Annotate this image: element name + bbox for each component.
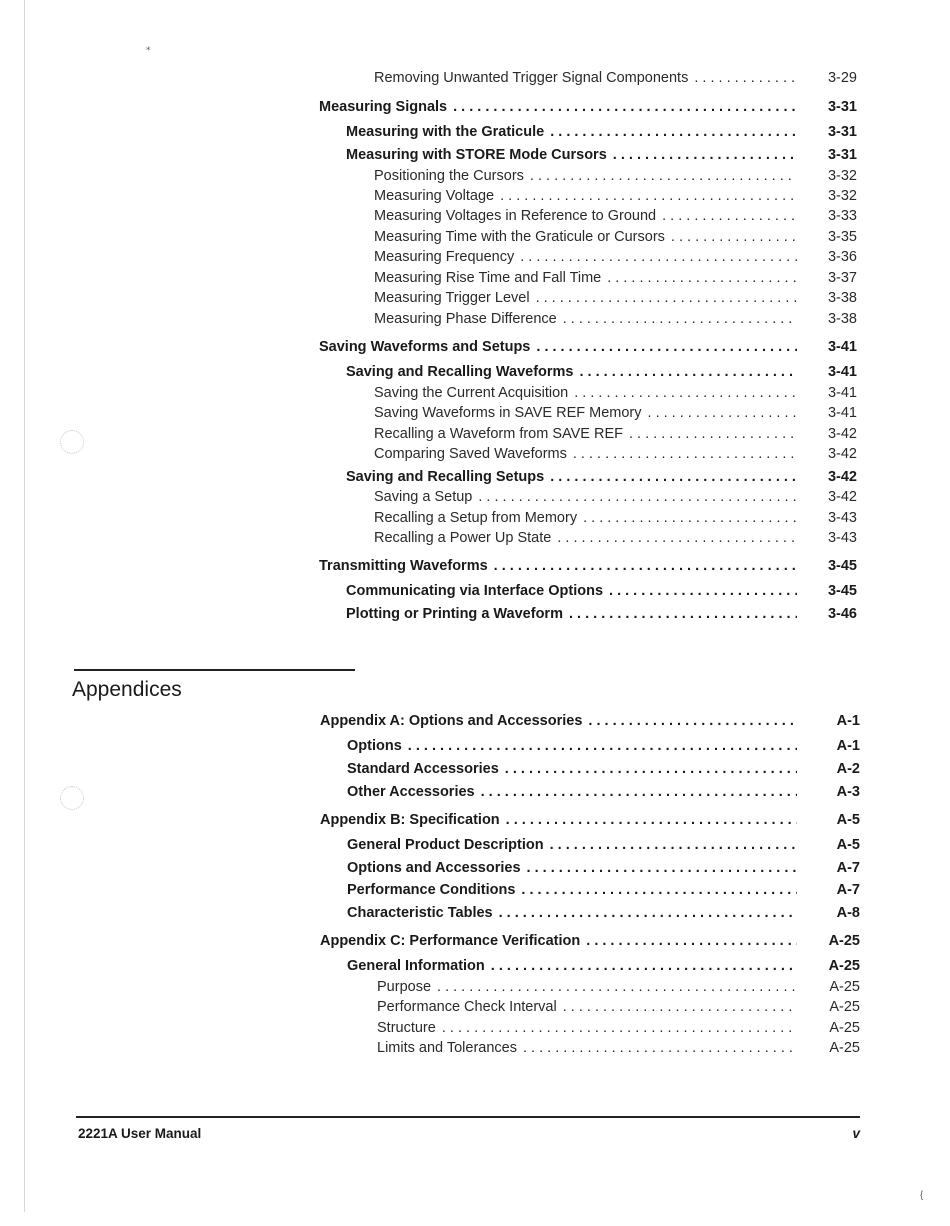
- toc-entry-title: Positioning the Cursors: [374, 168, 524, 184]
- toc-entry-row: [0, 933, 950, 953]
- toc-entry-row: [0, 530, 950, 550]
- toc-entry: [346, 147, 797, 163]
- toc-dot-leader: [478, 489, 797, 505]
- toc-page-number: 3-42: [827, 469, 857, 485]
- toc-entry-row: [0, 812, 950, 832]
- toc-entry-title: Performance Check Interval: [377, 999, 557, 1015]
- toc-entry-title: Saving Waveforms in SAVE REF Memory: [374, 405, 642, 421]
- toc-entry: [374, 270, 797, 286]
- toc-entry-title: Appendix A: Options and Accessories: [320, 713, 583, 729]
- toc-dot-leader: [583, 510, 797, 526]
- toc-page-number: A-25: [828, 958, 860, 974]
- toc-entry-title: Purpose: [377, 979, 432, 995]
- toc-entry: [374, 405, 797, 421]
- toc-entry: [347, 958, 797, 974]
- toc-dot-leader: [494, 558, 797, 574]
- appendices-heading: Appendices: [72, 678, 182, 701]
- scan-corner-mark: {: [920, 1190, 924, 1201]
- toc-page-number: 3-38: [827, 311, 857, 327]
- toc-dot-leader: [550, 124, 797, 140]
- toc-dot-leader: [437, 979, 797, 995]
- toc-entry-row: [0, 510, 950, 530]
- toc-dot-leader: [491, 958, 797, 974]
- toc-entry-title: Measuring Signals: [319, 99, 448, 115]
- toc-entry-row: [0, 837, 950, 857]
- toc-entry-row: [0, 311, 950, 331]
- toc-dot-leader: [530, 168, 797, 184]
- toc-entry-title: Measuring Voltage: [374, 188, 495, 204]
- toc-dot-leader: [563, 999, 797, 1015]
- toc-entry-row: [0, 446, 950, 466]
- toc-dot-leader: [569, 606, 797, 622]
- toc-entry: [374, 489, 797, 505]
- toc-page-number: 3-32: [827, 188, 857, 204]
- toc-entry: [320, 812, 797, 828]
- toc-entry-title: Recalling a Power Up State: [374, 530, 552, 546]
- toc-page-number: A-3: [836, 784, 860, 800]
- toc-dot-leader: [481, 784, 797, 800]
- toc-dot-leader: [694, 70, 797, 86]
- toc-dot-leader: [574, 385, 797, 401]
- toc-page-number: 3-37: [827, 270, 857, 286]
- toc-entry-row: [0, 999, 950, 1019]
- toc-entry: [319, 99, 797, 115]
- toc-entry-row: [0, 761, 950, 781]
- toc-entry-title: Saving Waveforms and Setups: [319, 339, 531, 355]
- toc-entry: [347, 738, 797, 754]
- toc-entry-title: Measuring Frequency: [374, 249, 515, 265]
- toc-page-number: 3-31: [827, 124, 857, 140]
- toc-entry: [374, 385, 797, 401]
- toc-entry-row: [0, 905, 950, 925]
- toc-entry: [347, 882, 797, 898]
- toc-page-number: 3-33: [827, 208, 857, 224]
- toc-entry-title: Performance Conditions: [347, 882, 516, 898]
- toc-entry: [347, 784, 797, 800]
- toc-dot-leader: [586, 933, 797, 949]
- toc-page-number: A-25: [829, 1020, 860, 1036]
- toc-entry-row: [0, 147, 950, 167]
- toc-entry-row: [0, 339, 950, 359]
- toc-dot-leader: [408, 738, 797, 754]
- toc-entry: [346, 469, 797, 485]
- toc-entry-title: Other Accessories: [347, 784, 475, 800]
- toc-dot-leader: [573, 446, 797, 462]
- toc-entry-row: [0, 784, 950, 804]
- toc-page-number: 3-43: [827, 510, 857, 526]
- toc-entry: [346, 364, 797, 380]
- toc-entry-title: Measuring with STORE Mode Cursors: [346, 147, 607, 163]
- toc-dot-leader: [607, 270, 797, 286]
- toc-page-number: 3-29: [827, 70, 857, 86]
- toc-entry-title: Standard Accessories: [347, 761, 499, 777]
- toc-dot-leader: [550, 469, 797, 485]
- toc-entry-row: [0, 99, 950, 119]
- toc-entry: [374, 188, 797, 204]
- toc-page-number: A-5: [836, 812, 860, 828]
- toc-page-number: A-1: [836, 713, 860, 729]
- toc-entry: [319, 558, 797, 574]
- toc-entry-title: Characteristic Tables: [347, 905, 493, 921]
- toc-entry-title: Structure: [377, 1020, 436, 1036]
- toc-dot-leader: [588, 713, 797, 729]
- toc-page-number: 3-41: [827, 385, 857, 401]
- toc-entry: [320, 713, 797, 729]
- toc-entry-row: [0, 168, 950, 188]
- toc-page-number: 3-31: [827, 147, 857, 163]
- toc-page-number: 3-45: [827, 558, 857, 574]
- toc-dot-leader: [505, 761, 797, 777]
- toc-entry-title: Saving a Setup: [374, 489, 473, 505]
- toc-dot-leader: [609, 583, 797, 599]
- toc-dot-leader: [453, 99, 797, 115]
- toc-entry-title: General Information: [347, 958, 485, 974]
- toc-entry-row: [0, 979, 950, 999]
- toc-page-number: 3-45: [827, 583, 857, 599]
- toc-page-number: 3-35: [827, 229, 857, 245]
- toc-entry-row: [0, 405, 950, 425]
- toc-entry-row: [0, 229, 950, 249]
- toc-entry: [374, 70, 797, 86]
- toc-entry: [374, 249, 797, 265]
- toc-page-number: A-1: [836, 738, 860, 754]
- toc-entry-row: [0, 70, 950, 90]
- toc-dot-leader: [536, 290, 797, 306]
- toc-entry-title: Measuring Time with the Graticule or Cursors: [374, 229, 665, 245]
- toc-entry: [346, 606, 797, 622]
- toc-entry-title: Appendix C: Performance Verification: [320, 933, 581, 949]
- toc-dot-leader: [536, 339, 797, 355]
- toc-dot-leader: [500, 188, 797, 204]
- toc-page-number: 3-41: [827, 405, 857, 421]
- toc-entry-title: Removing Unwanted Trigger Signal Components: [374, 70, 689, 86]
- toc-dot-leader: [671, 229, 797, 245]
- toc-entry: [320, 933, 797, 949]
- toc-entry-row: [0, 583, 950, 603]
- toc-entry: [374, 311, 797, 327]
- toc-entry-row: [0, 385, 950, 405]
- toc-page-number: A-7: [836, 860, 860, 876]
- toc-entry: [347, 905, 797, 921]
- footer-rule: [76, 1116, 860, 1118]
- toc-page-number: A-7: [836, 882, 860, 898]
- toc-entry: [377, 979, 797, 995]
- section-rule: [74, 669, 355, 671]
- toc-dot-leader: [662, 208, 797, 224]
- toc-dot-leader: [580, 364, 798, 380]
- toc-entry-row: [0, 290, 950, 310]
- toc-entry-title: Appendix B: Specification: [320, 812, 500, 828]
- toc-entry-row: [0, 882, 950, 902]
- toc-dot-leader: [521, 882, 797, 898]
- toc-page-number: 3-41: [827, 364, 857, 380]
- toc-entry-row: [0, 958, 950, 978]
- toc-page-number: 3-41: [827, 339, 857, 355]
- toc-entry-row: [0, 1020, 950, 1040]
- toc-dot-leader: [527, 860, 797, 876]
- toc-entry: [347, 761, 797, 777]
- toc-page-number: 3-31: [827, 99, 857, 115]
- toc-entry: [374, 168, 797, 184]
- toc-page-number: 3-46: [827, 606, 857, 622]
- toc-entry-title: Transmitting Waveforms: [319, 558, 488, 574]
- toc-dot-leader: [648, 405, 797, 421]
- toc-entry: [347, 837, 797, 853]
- toc-entry-title: Plotting or Printing a Waveform: [346, 606, 563, 622]
- toc-entry: [319, 339, 797, 355]
- toc-dot-leader: [557, 530, 797, 546]
- toc-page-number: 3-42: [827, 489, 857, 505]
- toc-page-number: A-8: [836, 905, 860, 921]
- toc-entry-row: [0, 558, 950, 578]
- toc-entry-row: [0, 364, 950, 384]
- toc-entry-title: Limits and Tolerances: [377, 1040, 517, 1056]
- toc-dot-leader: [613, 147, 797, 163]
- toc-entry-row: [0, 1040, 950, 1060]
- toc-entry-title: Measuring Rise Time and Fall Time: [374, 270, 602, 286]
- toc-entry: [374, 290, 797, 306]
- toc-entry: [374, 208, 797, 224]
- toc-dot-leader: [629, 426, 797, 442]
- toc-page-number: A-25: [829, 979, 860, 995]
- toc-page-number: 3-42: [827, 446, 857, 462]
- toc-entry-title: Options: [347, 738, 402, 754]
- toc-entry: [377, 1020, 797, 1036]
- toc-dot-leader: [523, 1040, 797, 1056]
- toc-entry: [374, 530, 797, 546]
- toc-entry-title: Measuring Voltages in Reference to Ground: [374, 208, 657, 224]
- scan-speck: ⁎: [146, 42, 151, 52]
- toc-page-number: 3-32: [827, 168, 857, 184]
- toc-entry: [346, 124, 797, 140]
- toc-dot-leader: [506, 812, 797, 828]
- toc-entry-title: Measuring with the Graticule: [346, 124, 545, 140]
- toc-entry: [374, 446, 797, 462]
- toc-entry-row: [0, 124, 950, 144]
- toc-entry: [347, 860, 797, 876]
- toc-entry-row: [0, 738, 950, 758]
- toc-entry-title: Communicating via Interface Options: [346, 583, 604, 599]
- toc-entry-title: Options and Accessories: [347, 860, 521, 876]
- toc-entry-title: Comparing Saved Waveforms: [374, 446, 567, 462]
- toc-entry-row: [0, 489, 950, 509]
- footer-manual-title: 2221A User Manual: [78, 1126, 202, 1141]
- toc-entry-title: Measuring Trigger Level: [374, 290, 530, 306]
- toc-entry-row: [0, 270, 950, 290]
- toc-dot-leader: [442, 1020, 797, 1036]
- toc-page-number: 3-36: [827, 249, 857, 265]
- toc-entry-row: [0, 188, 950, 208]
- toc-page-number: 3-43: [827, 530, 857, 546]
- toc-entry-row: [0, 469, 950, 489]
- toc-entry: [377, 1040, 797, 1056]
- toc-dot-leader: [499, 905, 797, 921]
- toc-page-number: A-25: [828, 933, 860, 949]
- toc-entry-row: [0, 606, 950, 626]
- toc-entry-title: General Product Description: [347, 837, 544, 853]
- toc-page-number: A-5: [836, 837, 860, 853]
- toc-entry-row: [0, 860, 950, 880]
- toc-dot-leader: [550, 837, 797, 853]
- footer-page-number: v: [852, 1126, 860, 1141]
- toc-page-number: A-2: [836, 761, 860, 777]
- toc-entry-title: Saving and Recalling Setups: [346, 469, 545, 485]
- toc-page-number: A-25: [829, 1040, 860, 1056]
- toc-entry: [346, 583, 797, 599]
- toc-entry-title: Recalling a Setup from Memory: [374, 510, 578, 526]
- toc-entry: [374, 510, 797, 526]
- toc-page-number: 3-42: [827, 426, 857, 442]
- toc-entry-title: Saving the Current Acquisition: [374, 385, 569, 401]
- toc-entry-row: [0, 208, 950, 228]
- toc-entry-row: [0, 426, 950, 446]
- toc-entry-row: [0, 249, 950, 269]
- toc-entry-title: Saving and Recalling Waveforms: [346, 364, 574, 380]
- toc-entry: [377, 999, 797, 1015]
- toc-page-number: A-25: [829, 999, 860, 1015]
- toc-entry-row: [0, 713, 950, 733]
- toc-entry-title: Measuring Phase Difference: [374, 311, 557, 327]
- toc-entry: [374, 229, 797, 245]
- toc-dot-leader: [520, 249, 797, 265]
- toc-entry: [374, 426, 797, 442]
- toc-entry-title: Recalling a Waveform from SAVE REF: [374, 426, 623, 442]
- toc-dot-leader: [563, 311, 797, 327]
- toc-page-number: 3-38: [827, 290, 857, 306]
